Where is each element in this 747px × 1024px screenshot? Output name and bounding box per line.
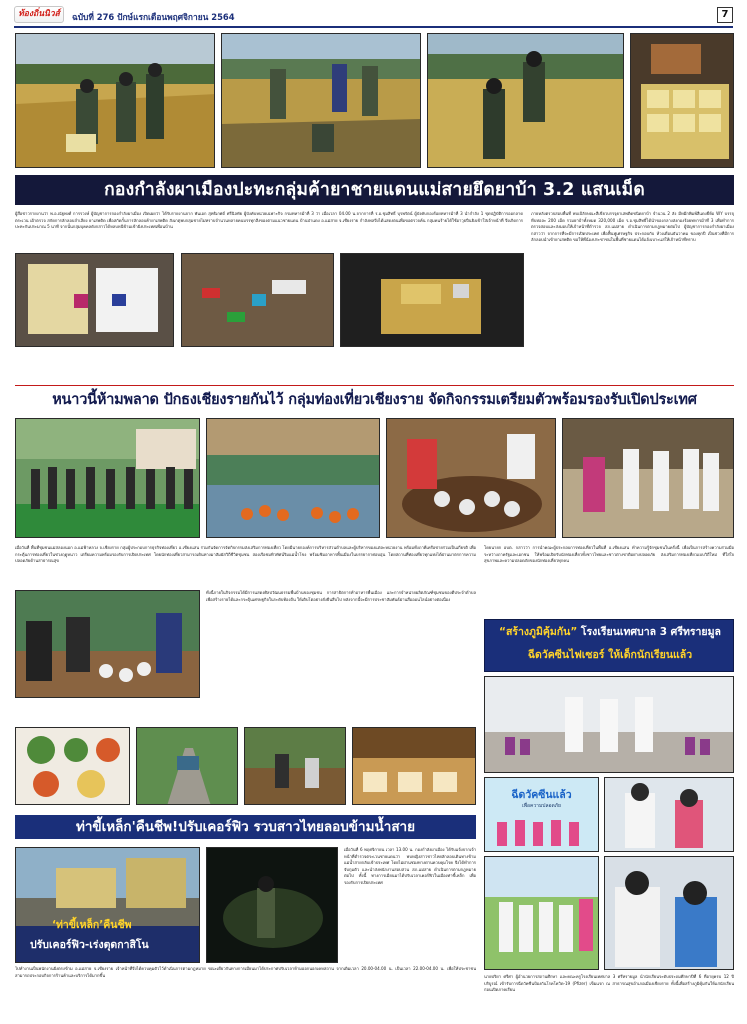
photo-vaccination-1 <box>604 777 734 852</box>
photo-night-arrest <box>206 847 338 963</box>
photo-vaccine-sign <box>484 777 599 852</box>
photo-soldiers-rice-paddy <box>427 33 624 168</box>
page-number: 7 <box>717 7 733 23</box>
photo-group-tourism <box>15 418 200 538</box>
photo-food-platter <box>15 727 130 805</box>
photo-vaccination-2 <box>604 856 734 970</box>
photo-caption-curfew: ปรับเคอร์ฟิว-เร่งตุดกาสิโน <box>30 939 149 951</box>
publication-logo: ท้องถิ่นนิวส์ <box>14 6 64 23</box>
story2-headline: หนาวนี้ห้ามพลาด ปักธงเชียงรายกันไว้ กลุ่มท่องเที่ยวเชียงราย จัดกิจกรรมเตรียมตัวพร้อมรองรับเปิดประเทศ <box>52 392 697 408</box>
story4-headline: ท่าขี้เหล็ก'คืนชีพ!ปรับเคอร์ฟิว รวบสาวไทยลอบข้ามน้ำสาย <box>15 815 476 839</box>
photo-market-stall <box>352 727 476 805</box>
photo-evidence-packets <box>15 253 174 347</box>
vaccine-sign-people <box>493 818 590 846</box>
story2-text-middle: ทั้งนี้ภายในกิจกรรมได้มีการแสดงศิลปวัฒนธรรมพื้นบ้านของชุมชน การสาธิตการทำอาหารพื้นเมือง และการจำหน่ายผลิตภัณฑ์ชุมชนของดีประจำตำบล เพื่อสร้างรายได้และกระตุ้นเศรษฐกิจในระดับท้องถิ่น ให้เติบโตอย่างยั่งยืนสืบไป หลังจากนี้จะมีการประชาสัมพันธ์ผ่านสื่อออนไลน์อย่างต่อเนื่อง <box>206 590 476 602</box>
photo-local-visit <box>562 418 734 538</box>
photo-caption-tachileik: ‘ท่าขี้เหล็ก’คืนชีพ <box>52 919 132 931</box>
photo-vehicle-road <box>136 727 238 805</box>
story2-text-left: เมื่อวันที่ พื้นที่ชุมชนแม่สลองนอก อ.แม่ฟ้าหลวง จ.เชียงราย กลุ่มผู้ประกอบการธุรกิจท่องเที่ยว อ.เชียงแสน ร่วมกันจัดการจัดกิจกรรมส่งเสริมการท่องเที่ยว โดยมีนายกองค์การบริหารส่วนตำบลและผู้บริหารของแต่ละหน่วยงาน พร้อมทั้งภาคีเครือข่ายร่วมเป็นเกียรติ เพื่อกระตุ้นการท่องเที่ยวในช่วงฤดูหนาว เตรียมความพร้อมรองรับการเปิดประเทศ โดยนักท่องเที่ยวสามารถเดินทางมาสัมผัสวิถีชีวิตชุมชน ล่องเรือชมทิวทัศน์ริมแม่น้ำโขง พร้อมชิมอาหารพื้นเมืองในบรรยากาศอบอุ่น โดยสถานที่ท่องเที่ยวทุกแห่งได้ผ่านมาตรการความปลอดภัยด้านสาธารณสุข <box>15 545 476 564</box>
story3-headline-quote: “สร้างภูมิคุ้มกัน” <box>499 626 578 638</box>
photo-evidence-boxes <box>340 253 524 347</box>
photo-seized-packages <box>630 33 734 168</box>
section-divider <box>15 385 734 386</box>
issue-line: ฉบับที่ 276 ปักษ์แรกเดือนพฤศจิกายน 2564 <box>72 12 235 22</box>
story4-text: เมื่อวันที่ 6 พฤศจิกายน เวลา 13.00 น. กองกำลังผาเมือง ได้รับแจ้งจากเจ้าหน้าที่ตำรวจตระเวนชายแดนว่า พบหญิงสาวชาวไทยลักลอบเดินทางข้ามแม่น้ำสายกลับเข้าประเทศ โดยไม่ผ่านช่องทางด่านควบคุมโรค จึงได้ทำการจับกุมตัว และนำส่งพนักงานสอบสวน สภ.แม่สาย ดำเนินการตามกฎหมายต่อไป ทั้งนี้ ทางการเมียนมาได้ปรับเวลาเคอร์ฟิวในเมืองท่าขี้เหล็ก เพื่อรองรับการเปิดประเทศ <box>344 847 476 885</box>
story4-footer-text: ไปทำงานเป็นพนักงานฝั่งตรงข้าม อ.แม่สาย จ.เชียงราย เจ้าหน้าที่จึงได้ควบคุมตัวไว้ดำเนินการตามกฎหมาย ขณะเดียวกันทางการเมียนมาได้ประกาศปรับเวลาห้ามออกนอกเคหสถาน จากเดิมเวลา 20.00-04.00 น. เป็นเวลา 22.00-04.00 น. เพื่อให้ประชาชนสามารถประกอบกิจการร้านค้าและบริการได้มากขึ้น <box>15 966 476 978</box>
story3-headline-line1 <box>485 625 735 639</box>
photo-farm-activity <box>244 727 346 805</box>
story3-headline-line2: ฉีดวัคซีนไฟเซอร์ ให้เด็กนักเรียนแล้ว <box>527 649 693 661</box>
photo-soldiers-field <box>15 33 215 168</box>
photo-school-hall <box>484 676 734 773</box>
page-header <box>14 6 733 28</box>
story2-text-right: โดยนายก อบต. กล่าวว่า การนำคณะผู้ประกอบการท่องเที่ยวในพื้นที่ อ.เชียงแสน ทำความรู้จักชุมชนในครั้งนี้ เพื่อเป็นการสร้างความร่วมมือระหว่างภาครัฐและเอกชน ให้พร้อมเปิดรับนักท่องเที่ยวทั้งชาวไทยและชาวต่างชาติอย่างปลอดภัย ส่งเสริมการท่องเที่ยวแบบวิถีใหม่ ที่ใส่ใจสุขภาพและความปลอดภัยของนักท่องเที่ยวทุกคน <box>484 545 734 564</box>
photo-rice-field-inspection <box>221 33 421 168</box>
photo-students-lawn <box>484 856 599 970</box>
vaccine-sign-title: ฉีดวัคซีนแล้ว <box>511 789 572 801</box>
story3-headline-box <box>484 619 734 672</box>
story1-headline: กองกำลังผาเมืองปะทะกลุ่มค้ายาชายแดนแม่สายยึดยาบ้า 3.2 แสนเม็ด <box>15 175 734 205</box>
photo-officials-lunch <box>15 590 200 698</box>
story1-text-right: ภายหลังตรวจสอบพื้นที่ พบเป้ลักษณะสีเขียวบรรจุยาเสพติดชนิดยาบ้า จำนวน 2 ลัง มีหมึกพิมพ์สีแดงยี่ห้อ WY บรรจุหีบห่อละ 200 เม็ด รวมยาบ้าทั้งหมด 320,000 เม็ด ร.อ.ชุมสิทธิ์ได้นำของกลางส่งกองร้อยทหารม้าที่ 3 เพื่อทำการตรวจสอบและส่งมอบให้เจ้าหน้าที่ตำรวจ สภ.แม่สาย ดำเนินการตามกฎหมายต่อไป ผู้บัญชาการกองกำลังผาเมือง กล่าวว่า จากการที่จะมีการเปิดประเทศ เพื่อฟื้นฟูเศรษฐกิจ ประกอบกับ ห้วงเดือนธันวาคม ของทุกปี เป็นช่วงที่มีการลักลอบนำเข้ายาเสพติด ขอให้พี่น้องประชาชนในพื้นที่ชายแดนได้แจ้งเบาะแสให้เจ้าหน้าที่ทราบ <box>531 211 734 243</box>
photo-evidence-lighters <box>181 253 334 347</box>
photo-tachileik-checkpoint <box>15 847 200 963</box>
photo-meal-table <box>386 418 556 538</box>
photo-boat-tour <box>206 418 380 538</box>
story3-caption: นายปริยา ศรีศา ผู้อำนวยการสถานศึกษา และคณะครูโรงเรียนเทศบาล 3 ศรีทรายมูล นำนักเรียนระดับประถมศึกษาปีที่ 6 ที่อายุครบ 12 ปี บริบูรณ์ เข้ารับการฉีดวัคซีนป้องกันโรคโควิด-19 (Pfizer) เข็มแรก ณ สาธารณสุขอำเภอเมืองเชียงราย ทั้งนี้เพื่อสร้างภูมิคุ้มกันให้แก่นักเรียนก่อนเปิดภาคเรียน <box>484 974 734 993</box>
vaccine-sign-subtitle: เพื่อความปลอดภัย <box>522 803 561 809</box>
story1-text-left: ผู้สื่อข่าวรายงานว่า พ.อ.ณัฐพงศ์ การรวงษ์ ผู้บัญชาการกองกำลังผาเมือง เปิดเผยว่า ได้รับรายงานจาก พันเอก สุทธิเกศต์ ศรีนิลทัย ผู้บังคับหน่วยเฉพาะกิจ กรมทหารม้าที่ 3 ว่า เมื่อเวลา 04.00 น.จากการที่ ร.อ.ชุมสิทธิ์ บุรพรัตน์ ผู้บังคับกองร้อยทหารม้าที่ 3 นำกำลัง 1 ชุดปฏิบัติการออกลาดตระเวน เฝ้าตรวจ สกัดการลักลอบลำเลียง ยาเสพติด เพื่อสกัดกั้นการลักลอบค้ายาเสพติด สังเกตุพบกลุ่มชายไม่ทราบจำนวนหลายคนบรรทุกสิ่งของตามแนวชายแดน บ้านป่าแดง อ.แม่สาย จ.เชียงราย กำลังพลจึงได้แสดงตนเพื่อขอตรวจค้น กลุ่มคนร้ายได้ใช้อาวุธปืนยิงเข้าใส่เจ้าหน้าที่ จึงเกิดการปะทะกันประมาณ 5 นาที จากนั้นกลุ่มบุคคลดังกล่าวได้หลบหนีข้ามเข้าฝั่งประเทศเพื่อนบ้าน <box>15 211 523 230</box>
story3-headline-school: โรงเรียนเทศบาล 3 ศรีทรายมูล <box>580 626 721 638</box>
